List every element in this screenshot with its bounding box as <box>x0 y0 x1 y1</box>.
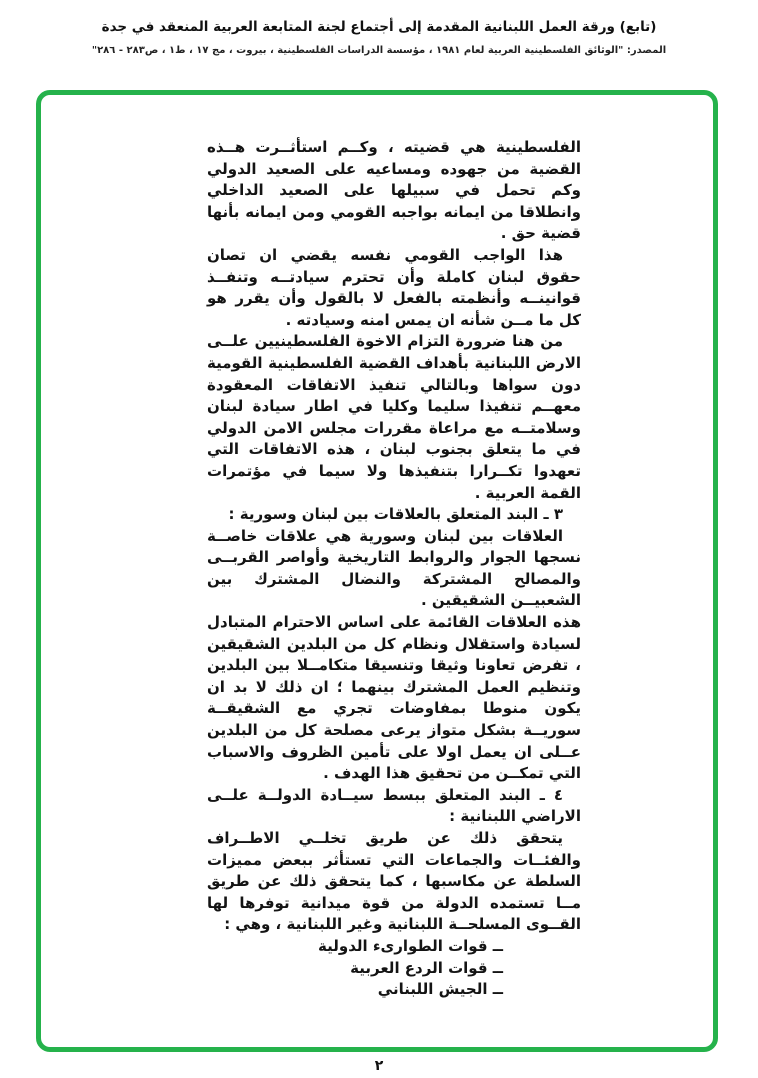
body-text <box>207 137 581 1001</box>
paragraph: العلاقات بين لبنان وسورية هي علاقات خاصــة نسجها الجوار والروابط التاريخية وأواصر القربــى والمصالح المشتركة والنضال المشترك بين الشعبيــن الشقيقين . <box>207 526 581 610</box>
paragraph-continuation: الفلسطينية هي قضيته ، وكــم استأثــرت هــذه القضية من جهوده ومساعيه على الصعيد الدولي وكم تحمل في سبيلها على الصعيد الداخلي وانطلاقا من ايمانه بواجبه القومي ومن ايمانه بأنها قضية حق . <box>207 138 581 243</box>
source-citation: المصدر: "الوثائق الفلسطينية العربية لعام ١٩٨١ ، مؤسسة الدراسات الفلسطينية ، بيروت ، مج ١٧ ، ط١ ، ص٢٨٣ - ٢٨٦" <box>91 45 667 57</box>
paragraph: من هنا ضرورة التزام الاخوة الفلسطينيين علــى الارض اللبنانية بأهداف القضية الفلسطينية القومية دون سواها وبالتالي تنفيذ الاتفاقات المعقودة معهــم تنفيذا سليما وكليا في اطار سيادة لبنان وسلامتــه مع مراعاة مقررات مجلس الامن الدولي في ما يتعلق بجنوب لبنان ، هذه الاتفاقات التي تعهدوا تكــرارا بتنفيذها ولا سيما في مؤتمرات القمة العربية . <box>207 332 581 502</box>
document-header <box>0 18 758 56</box>
paragraph: يتحقق ذلك عن طريق تخلــي الاطــراف والفئــات والجماعات التي تستأثر ببعض مميزات السلطة عن مكاسبها ، كما يتحقق ذلك عن طريق مــا تستمده الدولة من قوة ميدانية توفرها لها القــوى المسلحــة اللبنانية وغير اللبنانية ، وهي : <box>207 829 581 934</box>
forces-list <box>207 936 581 1001</box>
section-heading-3: ٣ ـ البند المتعلق بالعلاقات بين لبنان وسورية : <box>228 505 563 524</box>
list-item: ــ قوات الطوارىء الدولية <box>318 936 503 955</box>
content-border-box <box>36 90 718 1052</box>
paragraph: هذا الواجب القومي نفسه يقضي ان تصان حقوق لبنان كاملة وأن تحترم سيادتــه وتنفــذ قوانينــه وأنظمته بالفعل لا بالقول وأن يقرر هو كل ما مــن شأنه ان يمس امنه وسيادته . <box>207 245 581 329</box>
section-heading-4: ٤ ـ البند المتعلق ببسط سيــادة الدولــة علــى الاراضي اللبنانية : <box>207 785 581 826</box>
page-number: ٢ <box>374 1058 384 1074</box>
list-item: ــ الجيش اللبناني <box>377 980 503 999</box>
list-item: ــ قوات الردع العربية <box>350 958 503 977</box>
page-title: (تابع) ورقة العمل اللبنانية المقدمة إلى أجتماع لجنة المتابعة العربية المنعقد في جدة <box>101 19 657 35</box>
paragraph: هذه العلاقات القائمة على اساس الاحترام المتبادل لسيادة واستقلال ونظام كل من البلدين الشقيقين ، تفرض تعاونا وثيقا وتنسيقا متكامــلا بين البلدين وتنظيم العمل المشترك بينهما ؛ ان ذلك لا بد ان يكون منوطا بمفاوضات تجري مع الشقيقــة سوريــة بشكل متواز يرعى مصلحة كل من البلدين عــلى ان يعمل اولا على تأمين الظروف والاسباب التي تمكــن من تحقيق هذا الهدف . <box>207 613 581 783</box>
